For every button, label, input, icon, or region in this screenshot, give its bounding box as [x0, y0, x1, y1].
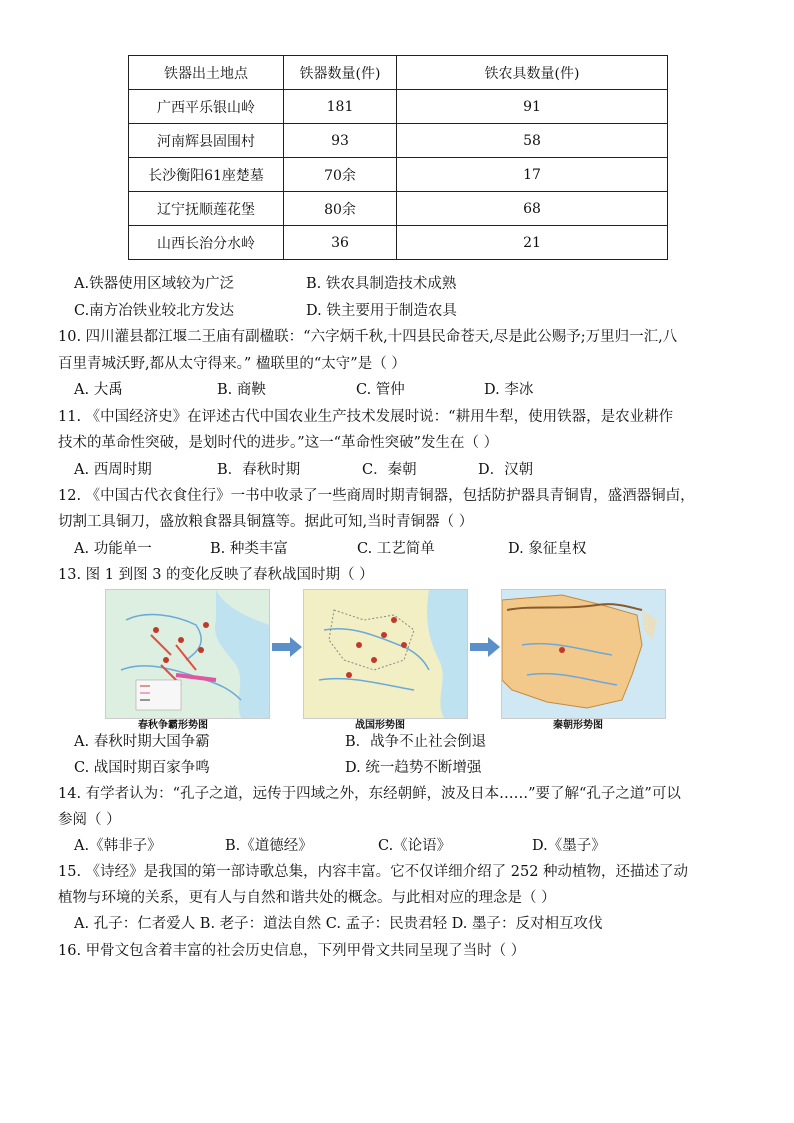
q13-stem: 13. 图 1 到图 3 的变化反映了春秋战国时期（ ） [58, 567, 374, 583]
q16-stem: 16. 甲骨文包含着丰富的社会历史信息，下列甲骨文共同呈现了当时（ ） [58, 943, 526, 959]
spring-autumn-map-image [106, 590, 269, 718]
table-cell: 91 [397, 90, 668, 124]
table-header-row [129, 56, 668, 90]
q14-option-a: A.《韩非子》 [74, 838, 162, 854]
table-row [129, 90, 668, 124]
q12-option-a: A. 功能单一 [74, 541, 152, 557]
q12-option-d: D. 象征皇权 [508, 541, 587, 557]
q11-option-b: B．春秋时期 [217, 462, 301, 478]
q12-stem-line2: 切割工具铜刀，盛放粮食器具铜簋等。据此可知,当时青铜器（ ） [58, 514, 474, 530]
q9-option-a: A.铁器使用区域较为广泛 [74, 276, 235, 292]
table-header: 铁器数量(件) [284, 56, 397, 90]
q14-option-c: C.《论语》 [378, 838, 452, 854]
table-cell: 广西平乐银山岭 [129, 90, 284, 124]
table-header: 铁器出土地点 [129, 56, 284, 90]
qin-dynasty-map-image [502, 590, 665, 718]
q14-stem-line2: 参阅（ ） [58, 812, 121, 828]
q11-stem-line1: 11. 《中国经济史》在评述古代中国农业生产技术发展时说：“耕用牛犁，使用铁器，是农业耕作 [58, 409, 674, 425]
q12-stem-line1: 12. 《中国古代衣食住行》一书中收录了一些商周时期青铜器，包括防护器具青铜胄，盛酒器铜卣， [58, 488, 695, 504]
q15-stem-line2: 植物与环境的关系，更有人与自然和谐共处的概念。与此相对应的理念是（ ） [58, 890, 556, 906]
q11-option-c: C．秦朝 [362, 462, 417, 478]
map1-caption: 春秋争霸形势图 [138, 720, 208, 731]
map3-caption: 秦朝形势图 [553, 720, 603, 731]
spring-autumn-map [105, 589, 270, 719]
q15-options: A. 孔子：仁者爱人 B. 老子：道法自然 C. 孟子：民贵君轻 D. 墨子：反对相互攻伐 [74, 916, 603, 932]
q9-option-b: B. 铁农具制造技术成熟 [306, 276, 457, 292]
table-cell: 河南辉县固围村 [129, 124, 284, 158]
table-header: 铁农具数量(件) [397, 56, 668, 90]
table-row [129, 158, 668, 192]
table-row [129, 226, 668, 260]
q14-option-d: D.《墨子》 [532, 838, 606, 854]
table-cell: 93 [284, 124, 397, 158]
iron-artifacts-table [128, 55, 668, 260]
table-cell: 70余 [284, 158, 397, 192]
table-row [129, 124, 668, 158]
table-cell: 80余 [284, 192, 397, 226]
q10-stem-line1: 10. 四川灌县都江堰二王庙有副楹联：“六字炳千秋,十四县民命苍天,尽是此公赐予;万里归一汇,八 [58, 329, 678, 345]
table-cell: 17 [397, 158, 668, 192]
table-cell: 68 [397, 192, 668, 226]
warring-states-map-image [304, 590, 467, 718]
table-cell: 辽宁抚顺莲花堡 [129, 192, 284, 226]
warring-states-map [303, 589, 468, 719]
right-arrow-icon [272, 636, 302, 658]
table-cell: 181 [284, 90, 397, 124]
q10-option-a: A. 大禹 [74, 382, 123, 398]
q9-option-c: C.南方冶铁业较北方发达 [74, 303, 235, 319]
q13-option-b: B．战争不止社会倒退 [345, 734, 487, 750]
table-cell: 58 [397, 124, 668, 158]
q11-option-a: A. 西周时期 [74, 462, 152, 478]
q15-stem-line1: 15. 《诗经》是我国的第一部诗歌总集，内容丰富。它不仅详细介绍了 252 种动植物，还描述了动 [58, 864, 689, 880]
q10-option-b: B. 商鞅 [217, 382, 266, 398]
table-cell: 21 [397, 226, 668, 260]
q13-option-c: C. 战国时期百家争鸣 [74, 760, 210, 776]
q10-option-c: C. 管仲 [356, 382, 405, 398]
table-cell: 36 [284, 226, 397, 260]
table-row [129, 192, 668, 226]
table-cell: 山西长治分水岭 [129, 226, 284, 260]
q11-option-d: D．汉朝 [478, 462, 534, 478]
table-cell: 长沙衡阳61座楚墓 [129, 158, 284, 192]
q13-option-d: D. 统一趋势不断增强 [345, 760, 482, 776]
map2-caption: 战国形势图 [355, 720, 405, 731]
q13-option-a: A. 春秋时期大国争霸 [74, 734, 210, 750]
right-arrow-icon [470, 636, 500, 658]
q14-option-b: B.《道德经》 [225, 838, 313, 854]
q12-option-c: C. 工艺简单 [357, 541, 435, 557]
q9-option-d: D. 铁主要用于制造农具 [306, 303, 457, 319]
q10-stem-line2: 百里青城沃野,都从太守得来。” 楹联里的“太守”是（ ） [58, 356, 406, 372]
q14-stem-line1: 14. 有学者认为：“孔子之道，远传于四域之外，东经朝鲜，波及日本……”要了解“孔子之道”可以 [58, 786, 681, 802]
qin-dynasty-map [501, 589, 666, 719]
q10-option-d: D. 李冰 [484, 382, 534, 398]
q11-stem-line2: 技术的革命性突破，是划时代的进步。”这一“革命性突破”发生在（ ） [58, 435, 499, 451]
q12-option-b: B. 种类丰富 [210, 541, 288, 557]
